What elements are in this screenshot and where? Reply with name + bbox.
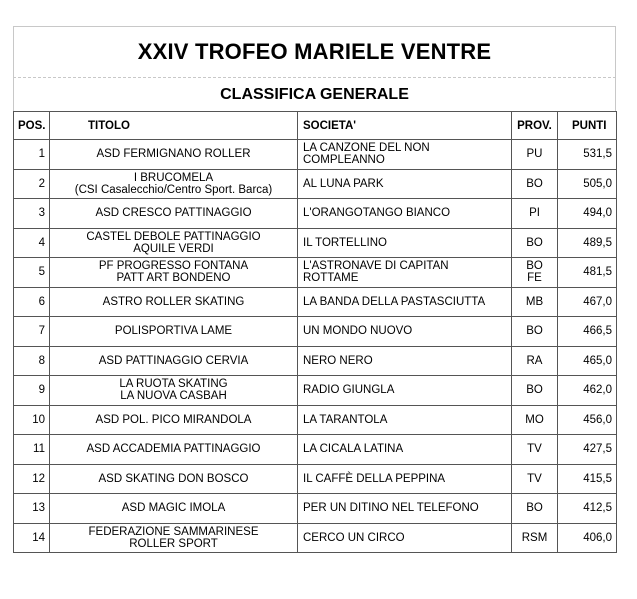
row-position: 2	[14, 169, 50, 199]
table-row	[14, 258, 617, 288]
table-row	[14, 140, 617, 170]
row-position: 8	[14, 346, 50, 376]
ranking-table	[13, 111, 617, 553]
row-club	[50, 464, 298, 494]
row-club	[50, 169, 298, 199]
row-club-line: ROLLER SPORT	[129, 537, 218, 550]
table-row	[14, 317, 617, 347]
row-club-line: PF PROGRESSO FONTANA	[98, 260, 249, 273]
table-row	[14, 435, 617, 465]
row-province	[512, 140, 558, 170]
table-row	[14, 346, 617, 376]
row-province-line: PU	[526, 148, 543, 161]
row-club-line: LA RUOTA SKATING	[119, 378, 228, 391]
row-title: IL TORTELLINO	[298, 228, 512, 258]
row-title: LA CICALA LATINA	[298, 435, 512, 465]
row-position: 3	[14, 199, 50, 229]
row-points: 481,5	[558, 258, 617, 288]
row-province	[512, 435, 558, 465]
row-province	[512, 317, 558, 347]
table-header-row	[14, 112, 617, 140]
table-row	[14, 376, 617, 406]
row-province-line: MB	[525, 295, 544, 308]
row-points: 462,0	[558, 376, 617, 406]
row-province-line: BO	[526, 325, 543, 338]
row-points: 494,0	[558, 199, 617, 229]
table-row	[14, 494, 617, 524]
row-club-line: I BRUCOMELA	[133, 171, 214, 184]
row-province	[512, 228, 558, 258]
row-province	[512, 346, 558, 376]
row-title: IL CAFFÈ DELLA PEPPINA	[298, 464, 512, 494]
row-club-line: ASD FERMIGNANO ROLLER	[96, 148, 251, 161]
row-club-line: PATT ART BONDENO	[116, 272, 231, 285]
row-province-line: TV	[527, 472, 542, 485]
row-province-line: RA	[526, 354, 543, 367]
row-club-line: ASD POL. PICO MIRANDOLA	[95, 413, 252, 426]
row-club-line: ASD MAGIC IMOLA	[121, 502, 226, 515]
row-title: PER UN DITINO NEL TELEFONO	[298, 494, 512, 524]
classification-sheet	[13, 26, 616, 553]
row-province-line: RSM	[521, 531, 548, 544]
table-row	[14, 287, 617, 317]
row-province-line: FE	[527, 272, 542, 285]
row-province-line: TV	[527, 443, 542, 456]
page-subtitle: CLASSIFICA GENERALE	[13, 78, 616, 111]
row-province-line: BO	[526, 260, 543, 273]
row-club	[50, 228, 298, 258]
row-club-line: ASD ACCADEMIA PATTINAGGIO	[86, 443, 261, 456]
row-club-line: LA NUOVA CASBAH	[120, 390, 227, 403]
row-club	[50, 494, 298, 524]
header-pos: POS.	[14, 112, 50, 140]
row-title: NERO NERO	[298, 346, 512, 376]
row-club	[50, 376, 298, 406]
row-points: 427,5	[558, 435, 617, 465]
table-row	[14, 405, 617, 435]
row-province	[512, 464, 558, 494]
row-club-line: ASTRO ROLLER SKATING	[102, 295, 245, 308]
row-club	[50, 317, 298, 347]
header-punti: PUNTI	[558, 112, 617, 140]
row-position: 13	[14, 494, 50, 524]
row-club-line: ASD PATTINAGGIO CERVIA	[98, 354, 249, 367]
row-province	[512, 258, 558, 288]
row-club	[50, 405, 298, 435]
header-titolo: TITOLO	[50, 112, 298, 140]
table-row	[14, 523, 617, 553]
row-position: 6	[14, 287, 50, 317]
row-position: 9	[14, 376, 50, 406]
row-club-line: POLISPORTIVA LAME	[114, 325, 233, 338]
row-points: 467,0	[558, 287, 617, 317]
table-row	[14, 228, 617, 258]
row-province	[512, 494, 558, 524]
row-position: 10	[14, 405, 50, 435]
row-province-line: BO	[526, 384, 543, 397]
row-province-line: BO	[526, 502, 543, 515]
table-body	[14, 140, 617, 553]
row-club-line: ASD CRESCO PATTINAGGIO	[95, 207, 252, 220]
row-title: L'ORANGOTANGO BIANCO	[298, 199, 512, 229]
row-points: 505,0	[558, 169, 617, 199]
row-province-line: PI	[529, 207, 540, 220]
row-province	[512, 405, 558, 435]
row-club	[50, 523, 298, 553]
row-club-line: CASTEL DEBOLE PATTINAGGIO	[86, 230, 261, 243]
row-club	[50, 435, 298, 465]
row-position: 5	[14, 258, 50, 288]
row-title: LA CANZONE DEL NON COMPLEANNO	[298, 140, 512, 170]
row-points: 489,5	[558, 228, 617, 258]
row-title: LA BANDA DELLA PASTASCIUTTA	[298, 287, 512, 317]
table-row	[14, 199, 617, 229]
row-points: 456,0	[558, 405, 617, 435]
row-club-line: ASD SKATING DON BOSCO	[98, 472, 249, 485]
table-row	[14, 464, 617, 494]
row-province-line: BO	[526, 177, 543, 190]
row-title: RADIO GIUNGLA	[298, 376, 512, 406]
row-position: 11	[14, 435, 50, 465]
row-province	[512, 199, 558, 229]
row-title: UN MONDO NUOVO	[298, 317, 512, 347]
row-title: CERCO UN CIRCO	[298, 523, 512, 553]
row-title: L'ASTRONAVE DI CAPITAN ROTTAME	[298, 258, 512, 288]
row-club	[50, 199, 298, 229]
row-club	[50, 258, 298, 288]
row-position: 7	[14, 317, 50, 347]
row-points: 412,5	[558, 494, 617, 524]
row-title: AL LUNA PARK	[298, 169, 512, 199]
header-prov: PROV.	[512, 112, 558, 140]
row-points: 466,5	[558, 317, 617, 347]
row-province-line: MO	[525, 413, 544, 426]
row-province	[512, 287, 558, 317]
row-province	[512, 169, 558, 199]
row-club-line: FEDERAZIONE SAMMARINESE	[88, 525, 259, 538]
row-club-line: AQUILE VERDI	[133, 242, 214, 255]
row-title: LA TARANTOLA	[298, 405, 512, 435]
row-points: 465,0	[558, 346, 617, 376]
row-province	[512, 523, 558, 553]
row-club	[50, 140, 298, 170]
row-province-line: BO	[526, 236, 543, 249]
row-position: 12	[14, 464, 50, 494]
page-title: XXIV TROFEO MARIELE VENTRE	[13, 26, 616, 78]
row-position: 4	[14, 228, 50, 258]
row-points: 406,0	[558, 523, 617, 553]
row-province	[512, 376, 558, 406]
row-points: 415,5	[558, 464, 617, 494]
row-club	[50, 346, 298, 376]
row-club-line: (CSI Casalecchio/Centro Sport. Barca)	[74, 183, 273, 196]
row-club	[50, 287, 298, 317]
row-position: 1	[14, 140, 50, 170]
row-position: 14	[14, 523, 50, 553]
header-societa: SOCIETA'	[298, 112, 512, 140]
row-points: 531,5	[558, 140, 617, 170]
table-row	[14, 169, 617, 199]
